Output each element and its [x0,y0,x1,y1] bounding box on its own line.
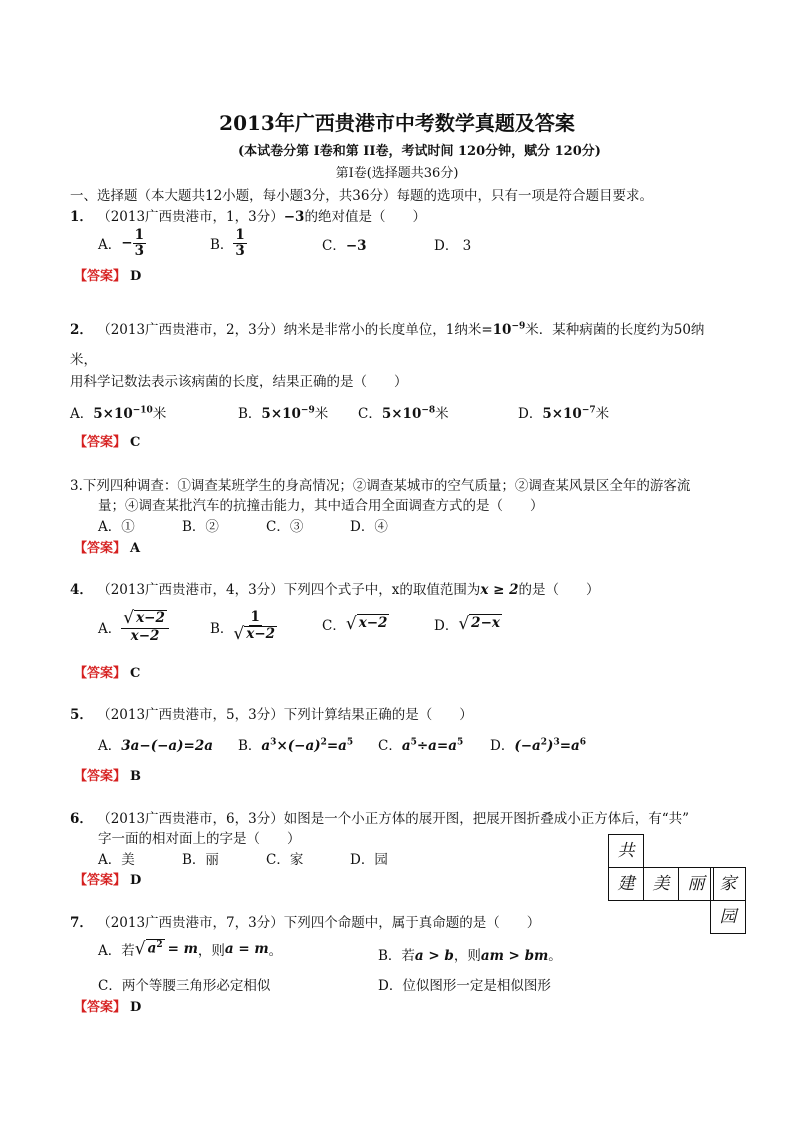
square-root: √ x−2 [233,623,276,644]
net-cell: 丽 [678,867,714,901]
question-2-stem: 2． （2013广西贵港市，2，3分）纳米是非常小的长度单位，1纳米$=10^{-9}$米．某种病菌的长度约为50纳 [70,321,705,338]
question-6-stem: 6． （2013广西贵港市，6，3分）如图是一个小正方体的展开图，把展开图折叠成小正方体后，有“共” [70,811,690,827]
question-2-option-b: B．$5\times 10^{-9}$米 [238,405,329,422]
question-7-stem: 7． （2013广西贵港市，7，3分）下列四个命题中，属于真命题的是（ ） [70,915,541,931]
question-4-stem: 4． （2013广西贵港市，4，3分）下列四个式子中，x的取值范围为x ≥ 2的是（ ） [70,582,600,598]
net-cell: 园 [710,900,746,934]
fraction: 1 √ x−2 [233,609,276,644]
page-title: 2013年广西贵港市中考数学真题及答案 [219,111,575,135]
fraction: $\frac{1}{3}$ [235,227,245,259]
section-heading: 第Ⅰ卷(选择题共36分) [335,166,459,181]
question-1-option-b: B． $\frac{1}{3}$ [210,227,245,259]
question-5-option-c: C．$a^5\div a=a^5$ [378,737,464,754]
net-cell: 建 [608,867,644,901]
question-7-option-b: B．若a > b，则am > bm。 [378,948,562,964]
instruction: 一、选择题（本大题共12小题，每小题3分，共36分）每题的选项中，只有一项是符合题目要求。 [70,188,653,204]
net-cell: 家 [710,867,746,901]
question-1-option-a: A． − $\frac{1}{3}$ [98,227,144,259]
fraction: $\frac{1}{3}$ [134,227,144,259]
question-5-option-a: A．3a−(−a)=2a [98,738,213,754]
question-5-option-d: D．$(-a^2)^3=a^6$ [490,737,587,754]
square-root: √ $a^2$ [134,939,163,959]
question-4-option-b: B． 1 √ x−2 [210,609,276,644]
question-7-option-c: C．两个等腰三角形必定相似 [98,978,271,994]
question-3-option-d: D．④ [350,519,388,535]
question-4-answer: 【答案】 C [74,666,141,681]
question-1-answer: 【答案】 D [74,269,142,284]
square-root: √ x−2 [345,614,388,634]
question-3-option-a: A．① [98,519,135,535]
question-3-option-b: B．② [182,519,219,535]
question-3-option-c: C．③ [266,519,304,535]
question-6-stem-line2: 字一面的相对面上的字是（ ） [98,831,301,847]
question-6-option-d: D．园 [350,852,388,868]
question-1-option-d: D． 3 [434,238,472,254]
question-5-stem: 5． （2013广西贵港市，5，3分）下列计算结果正确的是（ ） [70,707,473,723]
exam-note: (本试卷分第 I卷和第 II卷，考试时间 120分钟，赋分 120分) [238,144,601,159]
question-5-answer: 【答案】 B [74,769,142,784]
question-4-option-d: D． √ 2−x [434,614,500,634]
question-2-stem-line2: 米， [70,352,97,368]
question-2-stem-line3: 用科学记数法表示该病菌的长度，结果正确的是（ ） [70,374,408,390]
question-1-option-c: C．−3 [322,238,367,254]
question-6-option-b: B．丽 [182,852,219,868]
question-5-option-b: B．$a^3\times(-a)^2=a^5$ [238,737,354,754]
square-root: √ 2−x [458,614,500,634]
question-6-option-c: C．家 [266,852,304,868]
question-7-option-d: D．位似图形一定是相似图形 [378,978,551,994]
question-3-answer: 【答案】 A [74,541,141,556]
question-2-answer: 【答案】 C [74,435,141,450]
question-6-answer: 【答案】 D [74,873,142,888]
net-cell: 共 [608,834,644,868]
question-4-option-c: C． √ x−2 [322,614,388,634]
net-cell: 美 [643,867,679,901]
question-7-option-a: A．若 √ $a^2$ = m ，则 a = m 。 [98,939,283,959]
question-7-answer: 【答案】 D [74,1000,142,1015]
question-3-stem-line2: 量；④调查某批汽车的抗撞击能力，其中适合用全面调查方式的是（ ） [98,498,544,514]
question-2-option-a: A．$5\times 10^{-10}$米 [70,405,167,422]
question-3-stem: 3.下列四种调查：①调查某班学生的身高情况；②调查某城市的空气质量；②调查某风景区全年的游客流 [70,478,691,494]
question-6-option-a: A．美 [98,852,135,868]
fraction: √ x−2 x−2 [121,610,169,643]
question-1-stem: 1． （2013广西贵港市，1，3分）−3的绝对值是（ ） [70,209,426,225]
question-4-option-a: A． √ x−2 x−2 [98,606,169,648]
question-2-option-c: C．$5\times 10^{-8}$米 [358,405,449,422]
question-2-option-d: D．$5\times 10^{-7}$米 [518,405,610,422]
square-root: √ x−2 [123,608,165,629]
